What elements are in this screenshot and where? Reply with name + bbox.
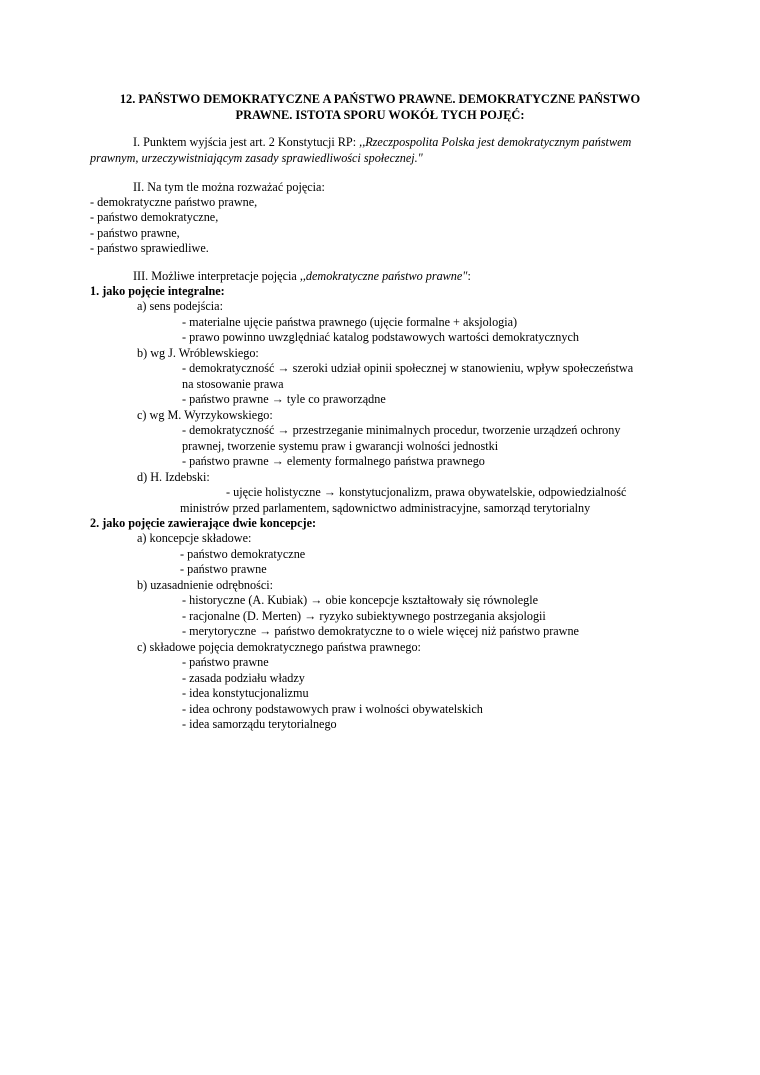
part-1-d-item-line-1: - ujęcie holistyczne → konstytucjonalizm, prawa obywatelskie, odpowiedzialność: [226, 485, 627, 499]
part-2-heading: 2. jako pojęcie zawierające dwie koncepcje:: [90, 516, 317, 530]
part-1-c-item-1-line-1: - demokratyczność → przestrzeganie minimalnych procedur, tworzenie urządzeń ochrony: [182, 423, 621, 437]
section-3-lead: III. Możliwe interpretacje pojęcia: [133, 269, 300, 283]
part-2-a-label: a) koncepcje składowe:: [137, 531, 252, 545]
constitution-quote-part-1: ,,Rzeczpospolita Polska jest demokratycznym państwem: [359, 135, 632, 149]
concept-list-item: - państwo demokratyczne,: [90, 210, 219, 224]
part-2-c-item: - idea konstytucjonalizmu: [182, 686, 309, 700]
part-1-d-label: d) H. Izdebski:: [137, 470, 210, 484]
part-2-b-label: b) uzasadnienie odrębności:: [137, 578, 274, 592]
part-1-heading: 1. jako pojęcie integralne:: [90, 284, 225, 298]
part-2-c-item: - państwo prawne: [182, 655, 269, 669]
part-1-c-item-1-line-2: prawnej, tworzenie systemu praw i gwarancji wolności jednostki: [182, 439, 499, 453]
concept-list-item: - demokratyczne państwo prawne,: [90, 195, 258, 209]
section-2-lead: II. Na tym tle można rozważać pojęcia:: [133, 180, 325, 194]
part-2-c-item: - zasada podziału władzy: [182, 671, 305, 685]
section-1-lead: I. Punktem wyjścia jest art. 2 Konstytucji RP:: [133, 135, 360, 149]
part-2-a-item: - państwo demokratyczne: [180, 547, 306, 561]
part-1-a-item: - prawo powinno uwzględniać katalog podstawowych wartości demokratycznych: [182, 330, 579, 344]
part-1-a-item: - materialne ujęcie państwa prawnego (ujęcie formalne + aksjologia): [182, 315, 518, 329]
part-2-b-item: - historyczne (A. Kubiak) → obie koncepcje kształtowały się równolegle: [182, 593, 539, 607]
section-3-lead-end: :: [467, 269, 471, 283]
part-2-b-item: - racjonalne (D. Merten) → ryzyko subiektywnego postrzegania aksjologii: [182, 609, 546, 623]
part-2-c-label: c) składowe pojęcia demokratycznego państwa prawnego:: [137, 640, 421, 654]
part-2-b-item: - merytoryczne → państwo demokratyczne to o wiele więcej niż państwo prawne: [182, 624, 579, 638]
part-1-d-item-line-2: ministrów przed parlamentem, sądownictwo administracyjne, samorząd terytorialny: [180, 501, 591, 515]
concept-list-item: - państwo prawne,: [90, 226, 180, 240]
constitution-quote-part-2: prawnym, urzeczywistniającym zasady sprawiedliwości społecznej.": [90, 151, 423, 165]
part-1-b-item-1-line-2: na stosowanie prawa: [182, 377, 284, 391]
part-1-c-item-2: - państwo prawne → elementy formalnego państwa prawnego: [182, 454, 485, 468]
concept-list-item: - państwo sprawiedliwe.: [90, 241, 209, 255]
title-line-2: PRAWNE. ISTOTA SPORU WOKÓŁ TYCH POJĘĆ:: [235, 108, 525, 122]
part-2-a-item: - państwo prawne: [180, 562, 267, 576]
part-1-b-item-2: - państwo prawne → tyle co praworządne: [182, 392, 386, 406]
part-2-c-item: - idea ochrony podstawowych praw i wolności obywatelskich: [182, 702, 483, 716]
part-1-b-label: b) wg J. Wróblewskiego:: [137, 346, 259, 360]
section-1-line-1: [133, 135, 631, 151]
part-1-c-label: c) wg M. Wyrzykowskiego:: [137, 408, 273, 422]
page-title: [90, 91, 670, 123]
section-3-lead-italic: ,,demokratyczne państwo prawne": [299, 269, 468, 283]
part-1-b-item-1-line-1: - demokratyczność → szeroki udział opinii społecznej w stanowieniu, wpływ społeczeństwa: [182, 361, 634, 375]
title-line-1: 12. PAŃSTWO DEMOKRATYCZNE A PAŃSTWO PRAWNE. DEMOKRATYCZNE PAŃSTWO: [119, 92, 641, 106]
part-1-a-label: a) sens podejścia:: [137, 299, 223, 313]
section-3-lead-line: [133, 269, 471, 285]
part-2-c-item: - idea samorządu terytorialnego: [182, 717, 337, 731]
